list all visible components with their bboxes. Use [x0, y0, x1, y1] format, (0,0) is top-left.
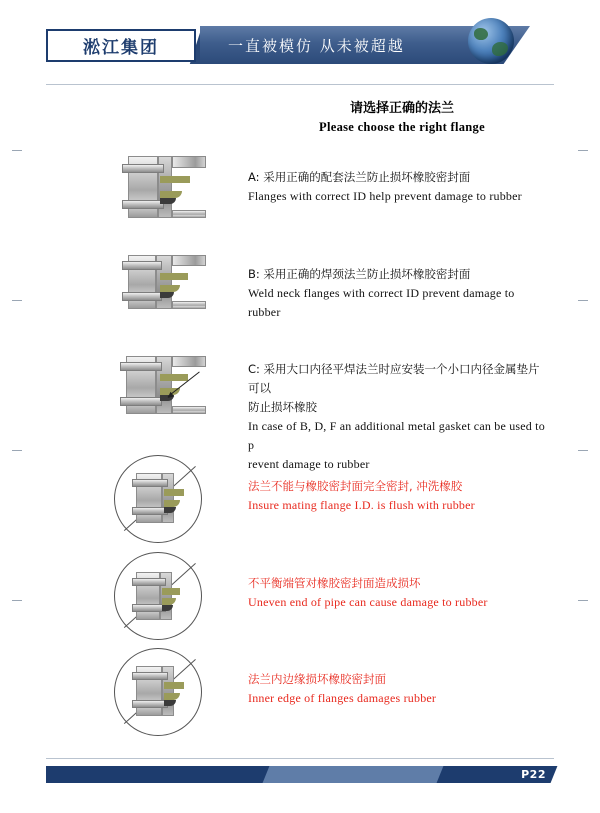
instruction-en-a: Flanges with correct ID help prevent damage to rubber: [248, 189, 522, 203]
footer-band-left: [46, 766, 276, 783]
company-logo: [46, 29, 196, 62]
figure-flange-not-flush: [108, 455, 218, 543]
crop-tick: [12, 450, 22, 451]
instruction-en-f: Inner edge of flanges damages rubber: [248, 691, 437, 705]
globe-icon: [468, 18, 514, 64]
footer-divider: [46, 758, 554, 759]
instruction-en-b: Weld neck flanges with correct ID prevent damage to rubber: [248, 286, 515, 319]
page-number: P22: [521, 768, 546, 781]
instruction-en-c-1: In case of B, D, F an additional metal gasket can be used to p: [248, 419, 545, 452]
instruction-text-c: [248, 360, 548, 474]
instruction-cn-b: B: 采用正确的焊颈法兰防止损坏橡胶密封面: [248, 267, 471, 281]
instruction-en-d: Insure mating flange I.D. is flush with rubber: [248, 498, 475, 512]
instruction-text-b: [248, 265, 548, 322]
page-title-cn: 请选择正确的法兰: [349, 101, 454, 116]
footer-band-mid: [263, 766, 460, 783]
instruction-cn-d: 法兰不能与橡胶密封面完全密封, 冲洗橡胶: [248, 479, 463, 493]
instruction-text-a: [248, 168, 548, 206]
figure-flange-correct-id: [108, 150, 218, 238]
figure-weld-neck-flange: [108, 245, 218, 333]
instruction-text-f: [248, 670, 548, 708]
instruction-cn-a: A: 采用正确的配套法兰防止损坏橡胶密封面: [248, 170, 471, 184]
page-header: [0, 0, 600, 85]
crop-tick: [578, 450, 588, 451]
header-slogan: 一直被模仿 从未被超越: [228, 36, 405, 55]
instruction-text-d: [248, 477, 548, 515]
instruction-en-e: Uneven end of pipe can cause damage to rubber: [248, 595, 488, 609]
page-title: [250, 100, 554, 136]
instruction-cn-c-2: 防止损坏橡胶: [248, 400, 317, 414]
crop-tick: [12, 150, 22, 151]
header-divider: [46, 84, 554, 85]
page-title-en: Please choose the right flange: [319, 120, 485, 134]
instruction-en-c-2: revent damage to rubber: [248, 457, 370, 471]
crop-tick: [578, 600, 588, 601]
instruction-cn-f: 法兰内边缘损坏橡胶密封面: [248, 672, 386, 686]
crop-tick: [578, 150, 588, 151]
logo-label: 淞江集团: [83, 38, 159, 58]
instruction-text-e: [248, 574, 548, 612]
figure-uneven-pipe-end: [108, 552, 218, 640]
instruction-cn-e: 不平衡端管对橡胶密封面造成损坏: [248, 576, 421, 590]
crop-tick: [578, 300, 588, 301]
instruction-cn-c-1: C: 采用大口内径平焊法兰时应安装一个小口内径金属垫片可以: [248, 362, 540, 395]
page-footer: [0, 758, 600, 788]
figure-inner-edge-damage: [108, 648, 218, 736]
figure-flat-weld-flange-with-gasket: [108, 348, 218, 436]
crop-tick: [12, 600, 22, 601]
crop-tick: [12, 300, 22, 301]
